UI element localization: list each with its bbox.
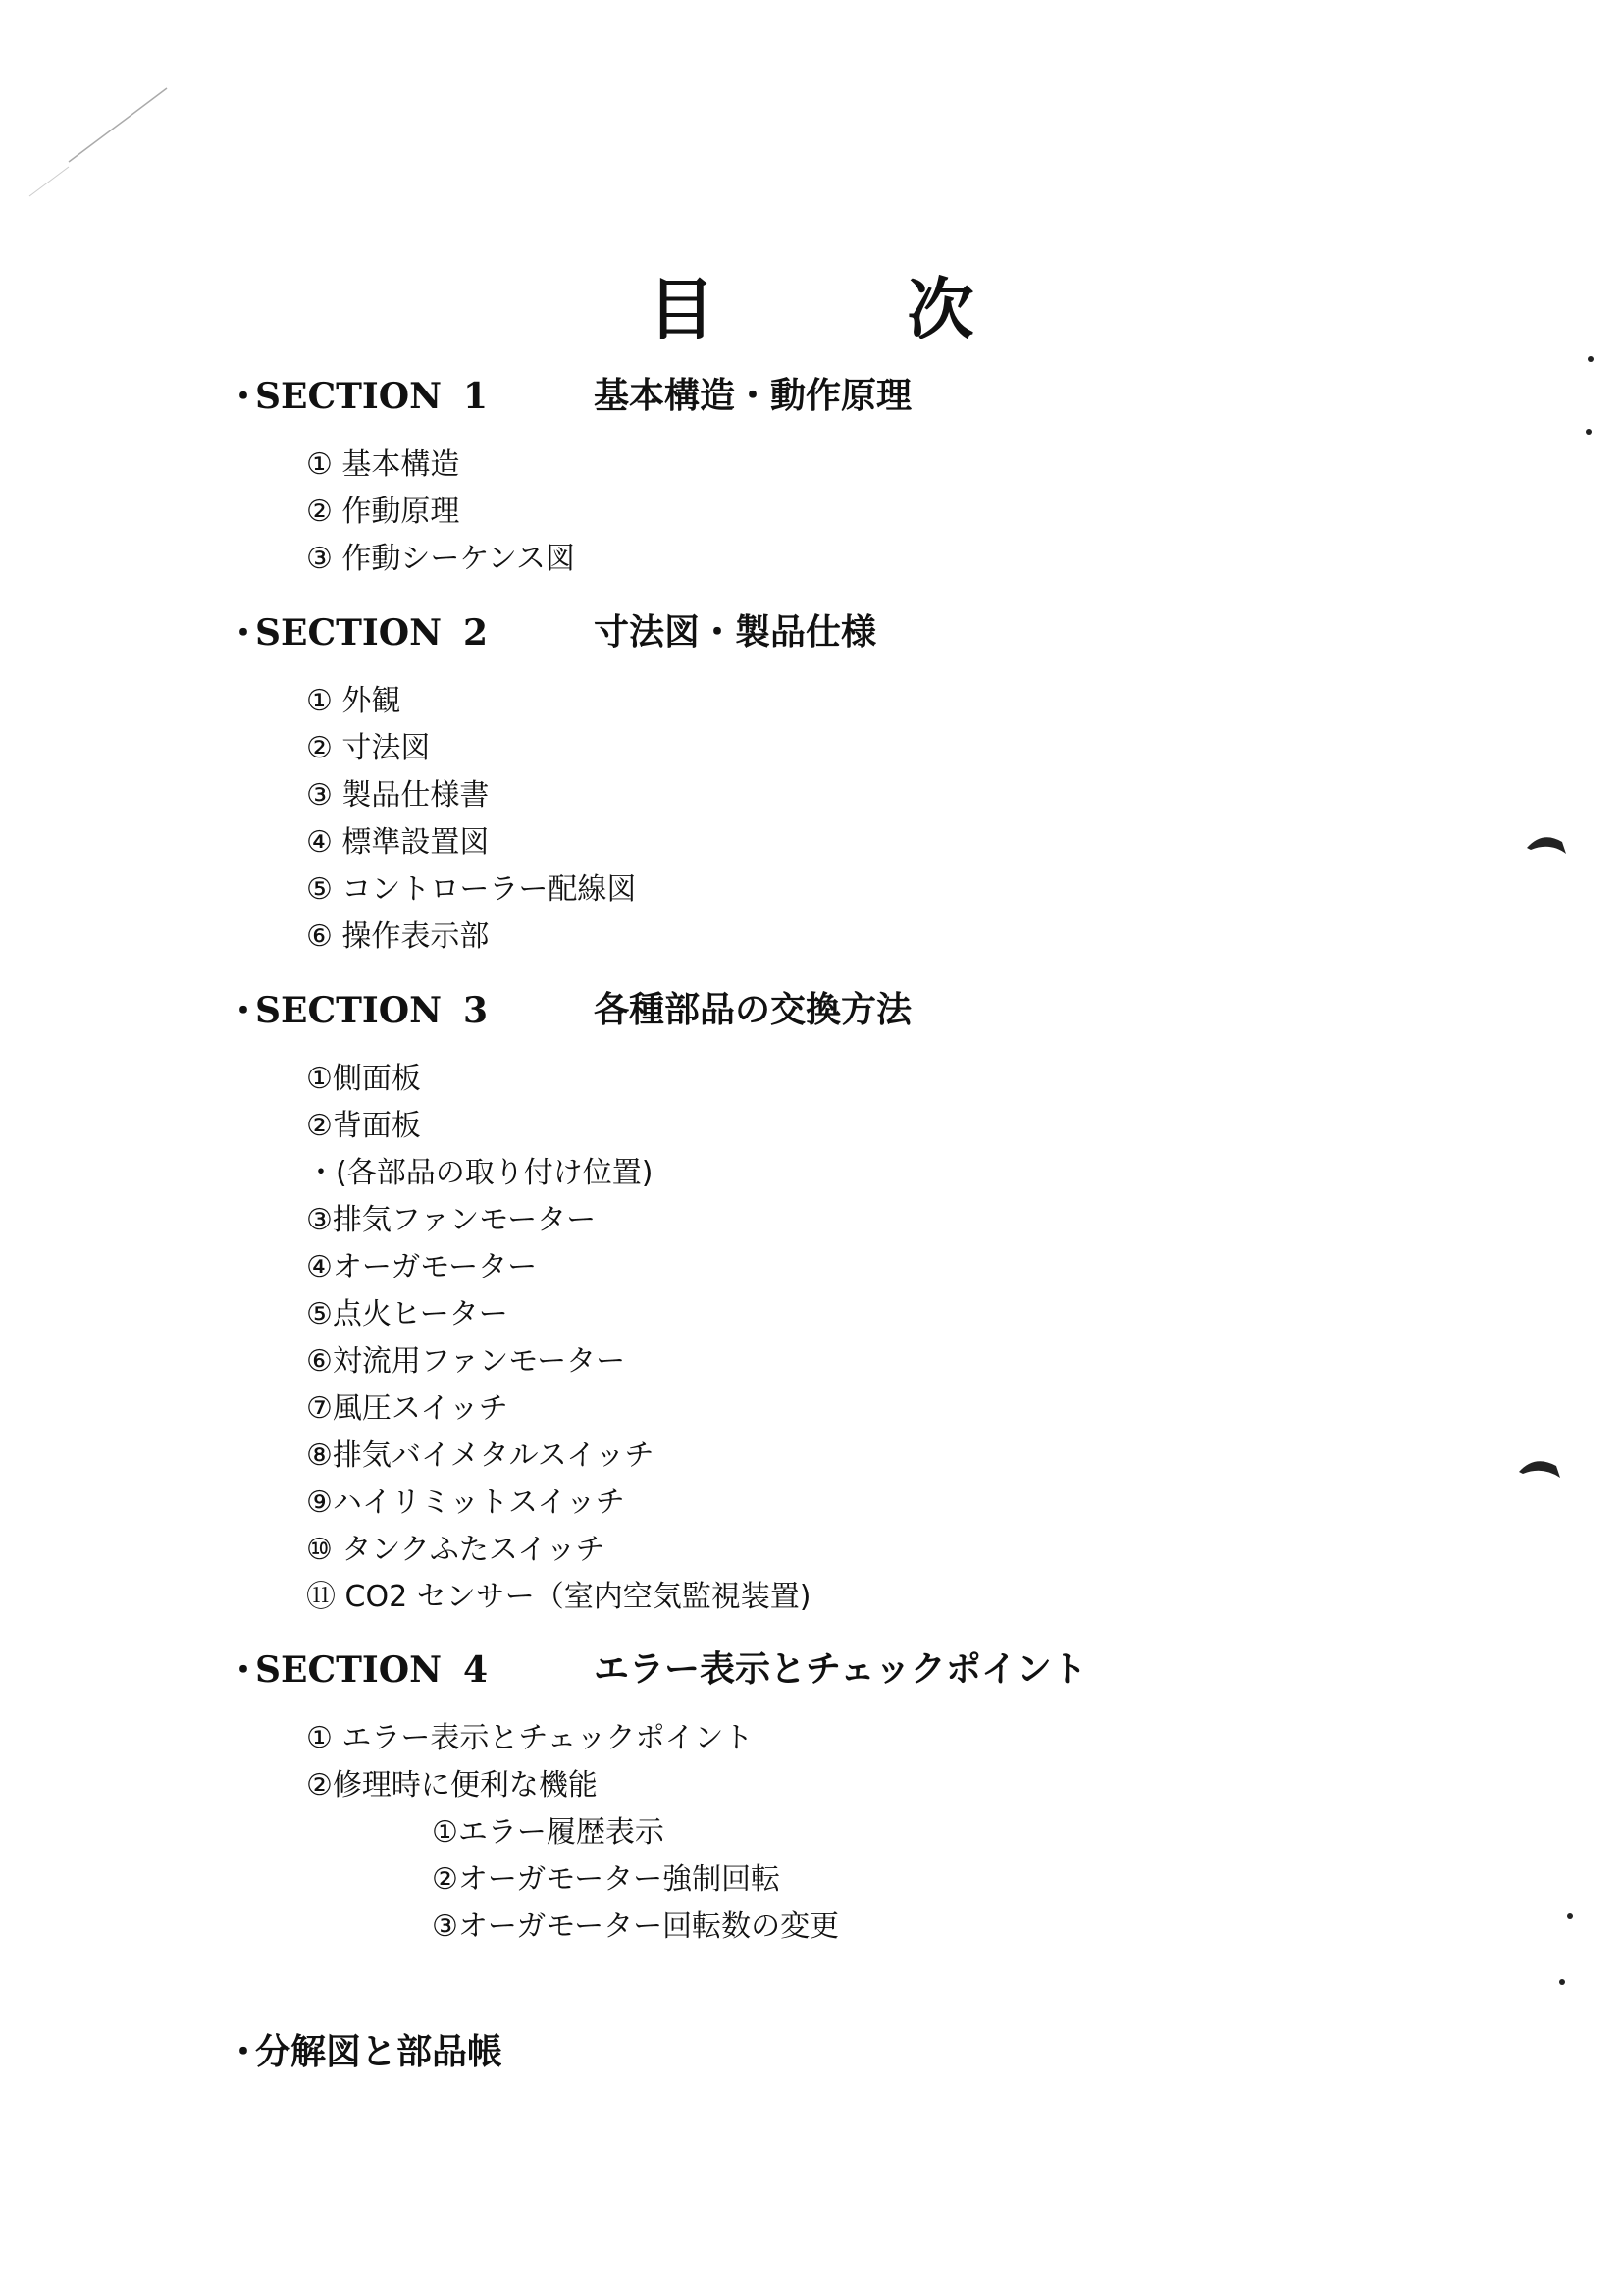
appendix-title: 分解図と部品帳	[255, 2032, 503, 2072]
section-1-heading	[226, 375, 913, 418]
section-2-heading	[226, 611, 877, 654]
bullet: ・	[226, 377, 262, 417]
bullet: ・	[226, 613, 262, 653]
punch-hole-mark	[1519, 1461, 1560, 1478]
speck	[1559, 1979, 1565, 1985]
section-3-item: ⑪ CO2 センサー（室内空気監視装置)	[306, 1580, 811, 1614]
section-label: SECTION	[255, 990, 442, 1031]
section-4-subitem: ③オーガモーター回転数の変更	[432, 1909, 840, 1944]
section-number: 1	[463, 376, 489, 417]
section-2-item: ⑥ 操作表示部	[306, 919, 490, 954]
speck	[1586, 429, 1592, 435]
appendix-heading	[226, 2031, 502, 2074]
section-2-item: ④ 標準設置図	[306, 825, 490, 860]
section-number: 2	[463, 612, 489, 653]
speck	[1588, 356, 1594, 362]
section-2-item: ② 寸法図	[306, 731, 431, 765]
section-3-heading	[226, 989, 913, 1032]
section-label: SECTION	[255, 612, 442, 653]
page-title: 目 次	[648, 272, 1037, 349]
scan-line	[69, 88, 167, 162]
section-3-item: ⑧排気バイメタルスイッチ	[306, 1438, 654, 1473]
bullet: ・	[226, 2032, 262, 2072]
section-number: 4	[463, 1649, 489, 1691]
section-label: SECTION	[255, 376, 442, 417]
section-3-item: ・(各部品の取り付け位置)	[306, 1156, 654, 1190]
section-title: 基本構造・動作原理	[594, 376, 913, 416]
section-title: 寸法図・製品仕様	[594, 612, 877, 652]
section-4-item: ① エラー表示とチェックポイント	[306, 1721, 754, 1755]
section-title: 各種部品の交換方法	[594, 990, 913, 1030]
section-3-item: ⑨ハイリミットスイッチ	[306, 1486, 625, 1520]
speck	[1567, 1913, 1573, 1919]
section-1-item: ③ 作動シーケンス図	[306, 542, 576, 576]
section-2-item: ③ 製品仕様書	[306, 778, 490, 812]
section-3-item: ⑤点火ヒーター	[306, 1297, 508, 1331]
bullet: ・	[226, 1650, 262, 1691]
section-label: SECTION	[255, 1649, 442, 1691]
section-4-item: ②修理時に便利な機能	[306, 1768, 598, 1802]
section-number: 3	[463, 990, 489, 1031]
section-3-item: ②背面板	[306, 1109, 421, 1143]
scan-line	[29, 167, 69, 196]
section-3-item: ⑩ タンクふたスイッチ	[306, 1533, 605, 1567]
section-4-subitem: ②オーガモーター強制回転	[432, 1862, 781, 1897]
section-3-item: ⑥対流用ファンモーター	[306, 1344, 626, 1379]
section-1-item: ① 基本構造	[306, 447, 460, 482]
section-3-item: ③排気ファンモーター	[306, 1203, 597, 1237]
section-title: エラー表示とチェックポイント	[594, 1649, 1087, 1690]
section-2-item: ① 外観	[306, 684, 401, 718]
section-4-heading	[226, 1648, 1087, 1692]
section-2-item: ⑤ コントローラー配線図	[306, 872, 637, 907]
bullet: ・	[226, 991, 262, 1031]
section-3-item: ①側面板	[306, 1062, 421, 1096]
section-4-subitem: ①エラー履歴表示	[432, 1815, 664, 1850]
punch-hole-mark	[1527, 837, 1566, 854]
section-1-item: ② 作動原理	[306, 495, 460, 529]
section-3-item: ④オーガモーター	[306, 1250, 538, 1284]
section-3-item: ⑦風圧スイッチ	[306, 1391, 508, 1426]
